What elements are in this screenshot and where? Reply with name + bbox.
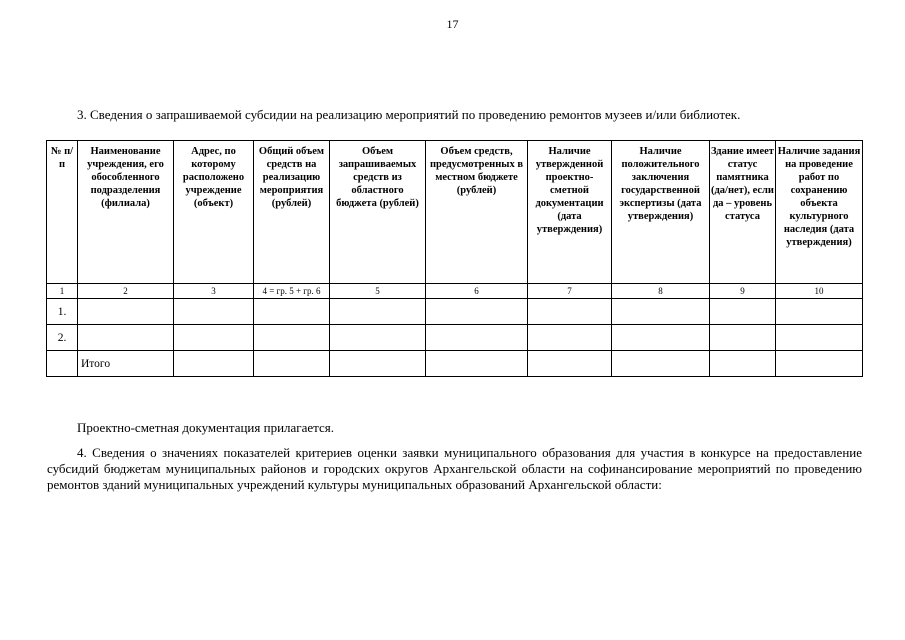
table-cell	[254, 325, 330, 351]
table-cell	[254, 299, 330, 325]
table-cell	[78, 299, 174, 325]
table-cell	[710, 325, 776, 351]
table-cell	[78, 325, 174, 351]
section-3-heading: 3. Сведения о запрашиваемой субсидии на реализацию мероприятий по проведению ремонтов музеев и/или библиотек.	[77, 107, 741, 122]
table-cell	[426, 299, 528, 325]
subsidy-table	[46, 140, 863, 377]
table-cell	[612, 351, 710, 377]
table-cell: 1.	[47, 299, 78, 325]
table-cell	[528, 325, 612, 351]
table-cell	[174, 325, 254, 351]
column-number: 7	[528, 284, 612, 299]
table-cell	[330, 351, 426, 377]
column-number: 9	[710, 284, 776, 299]
table-cell: 2.	[47, 325, 78, 351]
project-docs-note: Проектно-сметная документация прилагается.	[77, 420, 334, 435]
column-number: 2	[78, 284, 174, 299]
table-row	[47, 299, 863, 325]
header-regional-budget: Объем запрашиваемых средств из областного бюджета (рублей)	[330, 141, 426, 284]
header-address: Адрес, по которому расположено учреждение (объект)	[174, 141, 254, 284]
column-number: 5	[330, 284, 426, 299]
table-cell	[426, 351, 528, 377]
table-cell	[612, 325, 710, 351]
column-number: 10	[776, 284, 863, 299]
column-number: 3	[174, 284, 254, 299]
header-project-docs: Наличие утвержденной проектно-сметной документации (дата утверждения)	[528, 141, 612, 284]
table-cell	[330, 325, 426, 351]
table-cell	[710, 299, 776, 325]
header-monument-status: Здание имеет статус памятника (да/нет), если да – уровень статуса	[710, 141, 776, 284]
total-row	[47, 351, 863, 377]
page-number: 17	[446, 17, 459, 31]
table-cell	[612, 299, 710, 325]
table-cell	[528, 351, 612, 377]
table-cell	[776, 351, 863, 377]
table-cell	[776, 325, 863, 351]
column-numbers-row	[47, 284, 863, 299]
column-number: 8	[612, 284, 710, 299]
table-cell	[47, 351, 78, 377]
header-total-amount: Общий объем средств на реализацию мероприятия (рублей)	[254, 141, 330, 284]
table-cell	[528, 299, 612, 325]
table-row	[47, 325, 863, 351]
table-cell	[254, 351, 330, 377]
column-number: 1	[47, 284, 78, 299]
table-header-row	[47, 141, 863, 284]
table-cell	[426, 325, 528, 351]
table-cell	[174, 351, 254, 377]
table-cell	[330, 299, 426, 325]
table-cell	[174, 299, 254, 325]
total-label: Итого	[78, 351, 174, 377]
column-number: 4 = гр. 5 + гр. 6	[254, 284, 330, 299]
table-cell	[710, 351, 776, 377]
header-heritage-task: Наличие задания на проведение работ по сохранению объекта культурного наследия (дата утверждения)	[776, 141, 863, 284]
column-number: 6	[426, 284, 528, 299]
header-institution-name: Наименование учреждения, его обособленного подразделения (филиала)	[78, 141, 174, 284]
table-cell	[776, 299, 863, 325]
header-local-budget: Объем средств, предусмотренных в местном бюджете (рублей)	[426, 141, 528, 284]
header-number: № п/п	[47, 141, 78, 284]
header-state-expertise: Наличие положительного заключения государственной экспертизы (дата утверждения)	[612, 141, 710, 284]
section-4-paragraph: 4. Сведения о значениях показателей критериев оценки заявки муниципального образования для участия в конкурсе на предоставление субсидий бюджетам муниципальных районов и городских округов Архангельской области на софинансирование мероприятий по проведению ремонтов зданий муниципальных учреждений культуры муниципальных образований Архангельской области:	[47, 445, 862, 492]
